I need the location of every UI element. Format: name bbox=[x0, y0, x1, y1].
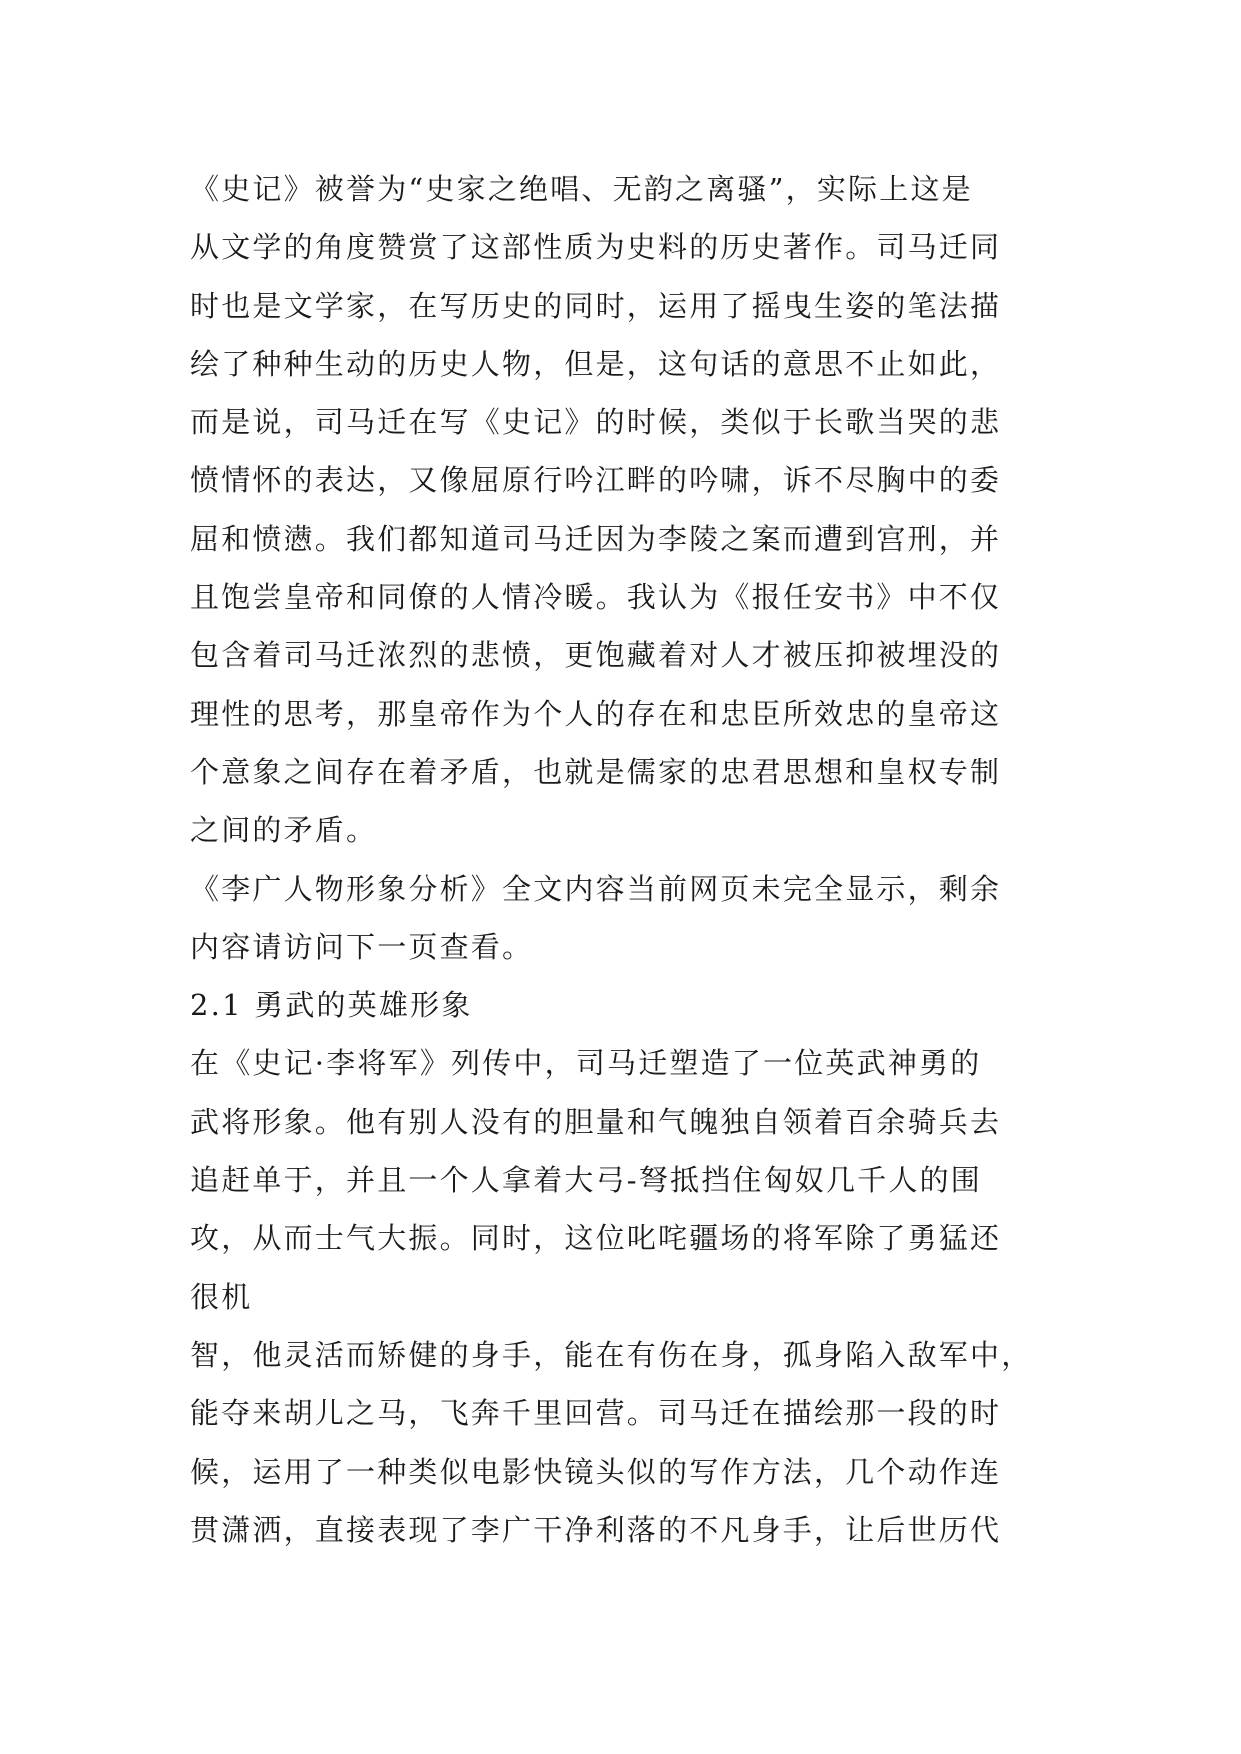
text-line: 内容请访问下一页查看。 bbox=[190, 929, 534, 964]
text-line: 贯潇洒，直接表现了李广干净利落的不凡身手，让后世历代 bbox=[190, 1512, 1002, 1547]
text-line: 从文学的角度赞赏了这部性质为史料的历史著作。司马迁同 bbox=[190, 230, 1002, 265]
text-line: 能夺来胡儿之马，飞奔千里回营。司马迁在描绘那一段的时 bbox=[190, 1396, 1002, 1431]
body-text bbox=[190, 160, 1050, 1559]
text-line: 绘了种种生动的历史人物，但是，这句话的意思不止如此， bbox=[190, 346, 1002, 381]
text-line: 《史记》被誉为“史家之绝唱、无韵之离骚”，实际上这是 bbox=[190, 172, 973, 206]
text-line: 很机 bbox=[190, 1279, 253, 1314]
text-line: 在《史记·李将军》列传中，司马迁塑造了一位英武神勇的 bbox=[190, 1046, 982, 1081]
text-line: 追赶单于，并且一个人拿着大弓-弩抵挡住匈奴几千人的围 bbox=[190, 1163, 982, 1198]
text-line: 智，他灵活而矫健的身手，能在有伤在身，孤身陷入敌军中， bbox=[190, 1337, 1033, 1372]
text-line: 愤情怀的表达，又像屈原行吟江畔的吟啸，诉不尽胸中的委 bbox=[190, 463, 1002, 498]
text-line: 包含着司马迁浓烈的悲愤，更饱藏着对人才被压抑被埋没的 bbox=[190, 638, 1002, 673]
text-line: 时也是文学家，在写历史的同时，运用了摇曳生姿的笔法描 bbox=[190, 288, 1002, 323]
text-line: 《李广人物形象分析》全文内容当前网页未完全显示，剩余 bbox=[190, 871, 1002, 906]
text-line: 屈和愤懑。我们都知道司马迁因为李陵之案而遭到宫刑，并 bbox=[190, 521, 1002, 556]
text-line: 而是说，司马迁在写《史记》的时候，类似于长歌当哭的悲 bbox=[190, 405, 1002, 440]
text-line: 且饱尝皇帝和同僚的人情冷暖。我认为《报任安书》中不仅 bbox=[190, 580, 1002, 615]
section-heading: 2.1 勇武的英雄形象 bbox=[190, 988, 473, 1023]
text-line: 候，运用了一种类似电影快镜头似的写作方法，几个动作连 bbox=[190, 1454, 1002, 1489]
text-line: 之间的矛盾。 bbox=[190, 813, 378, 848]
text-line: 理性的思考，那皇帝作为个人的存在和忠臣所效忠的皇帝这 bbox=[190, 696, 1002, 731]
text-line: 武将形象。他有别人没有的胆量和气魄独自领着百余骑兵去 bbox=[190, 1104, 1002, 1139]
text-line: 个意象之间存在着矛盾，也就是儒家的忠君思想和皇权专制 bbox=[190, 754, 1002, 789]
text-line: 攻，从而士气大振。同时，这位叱咤疆场的将军除了勇猛还 bbox=[190, 1221, 1002, 1256]
